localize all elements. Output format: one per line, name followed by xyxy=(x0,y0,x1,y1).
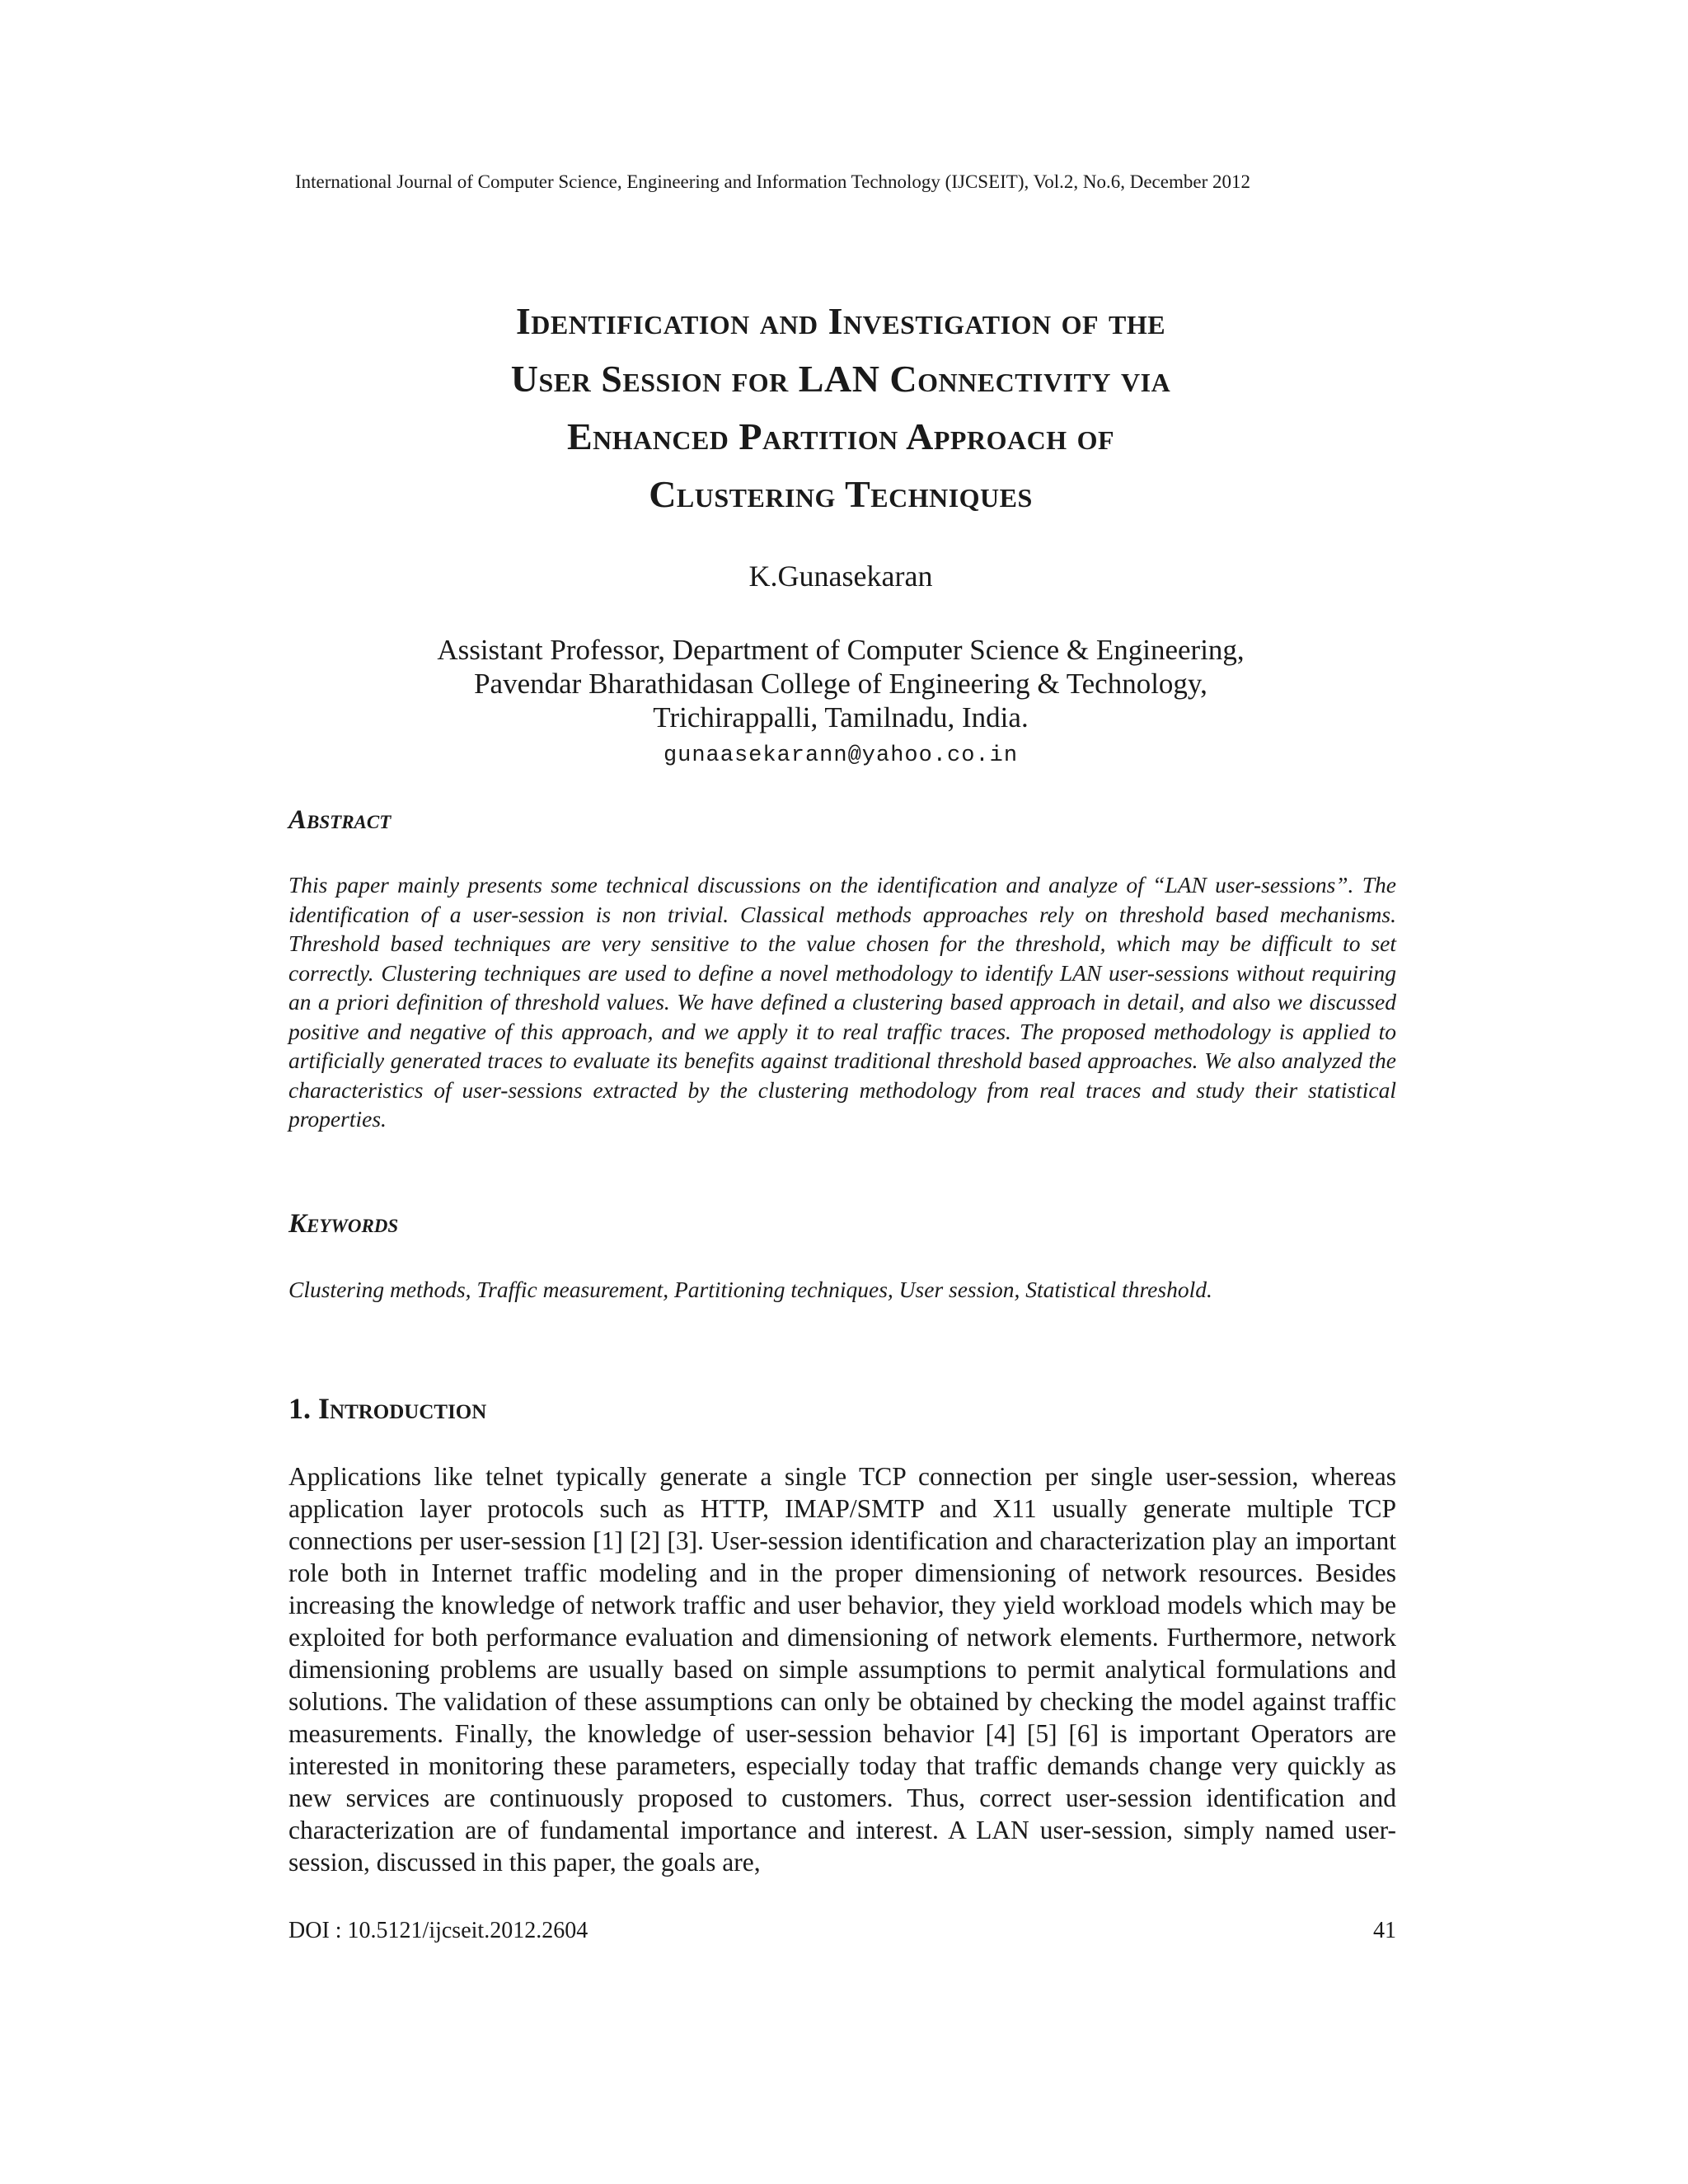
affiliation-line: Assistant Professor, Department of Computer Science & Engineering, xyxy=(437,634,1245,666)
author-name: K.Gunasekaran xyxy=(748,560,933,593)
page-number: 41 xyxy=(1373,1918,1396,1943)
author-email: gunaasekarann@yahoo.co.in xyxy=(663,743,1019,768)
introduction-text: Applications like telnet typically generate a single TCP connection per single user-session, whereas application layer protocols such as HTTP, IMAP/SMTP and X11 usually generate multiple TCP connections per user-session [1] [2] [3]. User-session identification and characterization play an important role both in Internet traffic modeling and in the proper dimensioning of network resources. Besides increasing the knowledge of network traffic and user behavior, they yield workload models which may be exploited for both performance evaluation and dimensioning of network elements. Furthermore, network dimensioning problems are usually based on simple assumptions to permit analytical formulations and solutions. The validation of these assumptions can only be obtained by checking the model against traffic measurements. Finally, the knowledge of user-session behavior [4] [5] [6] is important Operators are interested in monitoring these parameters, especially today that traffic demands change very quickly as new services are continuously proposed to customers. Thus, correct user-session identification and characterization are of fundamental importance and interest. A LAN user-session, simply named user-session, discussed in this paper, the goals are, xyxy=(288,1462,1396,1877)
footer-doi: DOI : 10.5121/ijcseit.2012.2604 xyxy=(288,1918,588,1943)
abstract-heading: Abstract xyxy=(288,805,392,835)
title-line: User Session for LAN Connectivity via xyxy=(510,358,1171,400)
section-title: Introduction xyxy=(318,1392,487,1425)
keywords-text: Clustering methods, Traffic measurement, Partitioning techniques, User session, Statistical threshold. xyxy=(288,1277,1212,1302)
paper-title xyxy=(247,293,1434,523)
running-header: International Journal of Computer Science, Engineering and Information Technology (IJCSEIT), Vol.2, No.6, December 2012 xyxy=(295,171,1250,192)
affiliation-line: Trichirappalli, Tamilnadu, India. xyxy=(653,701,1029,733)
author-affiliation xyxy=(247,633,1434,734)
title-line: Enhanced Partition Approach of xyxy=(566,415,1115,457)
section-number: 1. xyxy=(288,1392,311,1425)
affiliation-line: Pavendar Bharathidasan College of Engineering & Technology, xyxy=(474,668,1207,700)
keywords-heading: Keywords xyxy=(288,1209,399,1239)
title-line: Identification and Investigation of the xyxy=(515,300,1166,342)
introduction-heading xyxy=(288,1390,486,1427)
title-line: Clustering Techniques xyxy=(649,473,1033,515)
abstract-text: This paper mainly presents some technical discussions on the identification and analyze of “LAN user-sessions”. The identification of a user-session is non trivial. Classical methods approaches rely on threshold based mechanisms. Threshold based techniques are very sensitive to the value chosen for the threshold, which may be difficult to set correctly. Clustering techniques are used to define a novel methodology to identify LAN user-sessions without requiring an a priori definition of threshold values. We have defined a clustering based approach in detail, and also we discussed positive and negative of this approach, and we apply it to real traffic traces. The proposed methodology is applied to artificially generated traces to evaluate its benefits against traditional threshold based approaches. We also analyzed the characteristics of user-sessions extracted by the clustering methodology from real traces and study their statistical properties. xyxy=(288,872,1396,1132)
